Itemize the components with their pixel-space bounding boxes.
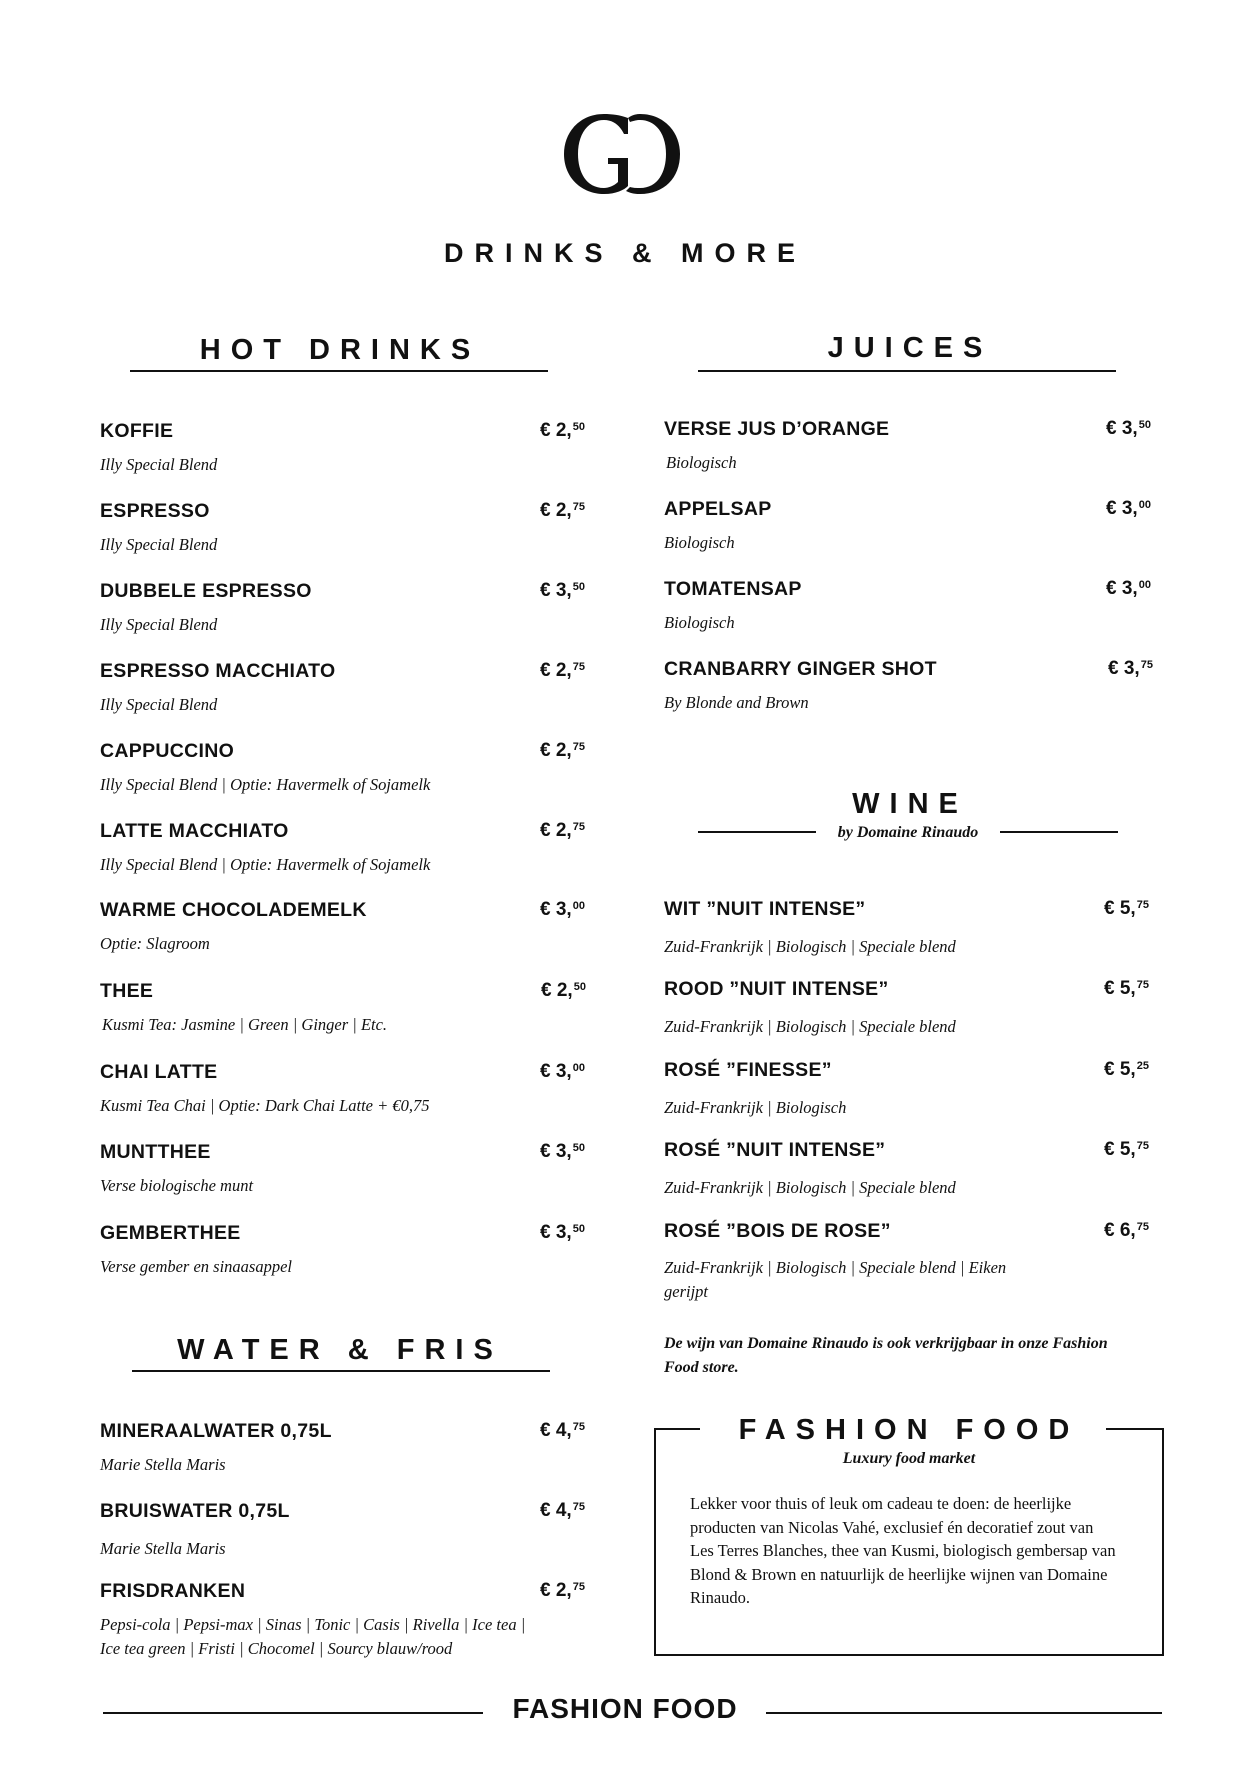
wine-note: De wijn van Domaine Rinaudo is ook verkrijgbaar in onze Fashion Food store. (664, 1335, 1108, 1376)
item-description: Illy Special Blend (100, 455, 218, 474)
item-name: GEMBERTHEE (100, 1222, 241, 1244)
item-description: Marie Stella Maris (100, 1455, 226, 1474)
page-title: DRINKS & MORE (443, 238, 806, 268)
item-name: THEE (100, 980, 154, 1002)
fashion-food-description: Lekker voor thuis of leuk om cadeau te doen: de heerlijke producten van Nicolas Vahé, exclusief én decoratief zout van Les Terres Blanches, thee van Kusmi, biologisch gembersap van Blond & Brown en natuurlijk de heerlijke wijnen van Domaine Rinaudo. (690, 1494, 1116, 1607)
item-price: € 3,00 (1106, 498, 1151, 519)
item-name: FRISDRANKEN (100, 1580, 246, 1602)
item-name: VERSE JUS D’ORANGE (664, 418, 890, 440)
item-description: Illy Special Blend (100, 615, 218, 634)
item-name: ROSÉ ”FINESSE” (664, 1059, 832, 1081)
item-name: ROSÉ ”NUIT INTENSE” (664, 1139, 886, 1161)
item-description: Marie Stella Maris (100, 1539, 226, 1558)
item-description: Zuid-Frankrijk | Biologisch | Speciale blend (664, 1178, 956, 1197)
item-description: Illy Special Blend (100, 695, 218, 714)
item-name: WIT ”NUIT INTENSE” (664, 898, 866, 920)
fashion-food-title: FASHION FOOD (738, 1414, 1080, 1446)
item-price: € 5,75 (1104, 1139, 1149, 1160)
item-name: CAPPUCCINO (100, 740, 235, 762)
item-description: Biologisch (666, 453, 737, 472)
item-description: Pepsi-cola | Pepsi-max | Sinas | Tonic | Casis | Rivella | Ice tea | Ice tea green | Fristi | Chocomel | Sourcy blauw/rood (100, 1615, 526, 1658)
item-price: € 3,50 (540, 580, 585, 601)
item-name: ROSÉ ”BOIS DE ROSE” (664, 1220, 891, 1242)
item-description: Biologisch (664, 613, 735, 632)
item-description: Zuid-Frankrijk | Biologisch | Speciale blend (664, 937, 956, 956)
item-description: Illy Special Blend | Optie: Havermelk of Sojamelk (100, 855, 431, 874)
item-price: € 2,75 (540, 1580, 585, 1601)
item-description: Verse biologische munt (100, 1176, 254, 1195)
item-name: CRANBARRY GINGER SHOT (664, 658, 937, 680)
item-description: Zuid-Frankrijk | Biologisch | Speciale blend | Eiken gerijpt (664, 1258, 1007, 1301)
item-price: € 3,50 (1106, 418, 1151, 439)
item-price: € 2,50 (540, 420, 585, 441)
item-price: € 6,75 (1104, 1220, 1149, 1241)
water-fris-title: WATER & FRIS (177, 1334, 503, 1366)
item-name: BRUISWATER 0,75L (100, 1500, 290, 1522)
item-name: ESPRESSO (100, 500, 210, 522)
item-description: Zuid-Frankrijk | Biologisch (664, 1098, 847, 1117)
juices-title: JUICES (827, 332, 993, 364)
item-price: € 4,75 (540, 1500, 585, 1521)
item-name: DUBBELE ESPRESSO (100, 580, 312, 602)
item-price: € 3,00 (540, 899, 585, 920)
item-description: By Blonde and Brown (664, 693, 809, 712)
item-price: € 2,75 (540, 820, 585, 841)
item-name: APPELSAP (664, 498, 772, 520)
item-name: CHAI LATTE (100, 1061, 218, 1083)
item-description: Zuid-Frankrijk | Biologisch | Speciale blend (664, 1017, 956, 1036)
item-description: Illy Special Blend | Optie: Havermelk of Sojamelk (100, 775, 431, 794)
item-description: Kusmi Tea Chai | Optie: Dark Chai Latte + €0,75 (100, 1096, 430, 1115)
item-name: MUNTTHEE (100, 1141, 211, 1163)
item-name: KOFFIE (100, 420, 174, 442)
footer-title: FASHION FOOD (512, 1693, 738, 1724)
item-name: MINERAALWATER 0,75L (100, 1420, 332, 1442)
item-name: WARME CHOCOLADEMELK (100, 899, 367, 921)
item-description: Verse gember en sinaasappel (100, 1257, 293, 1276)
item-name: TOMATENSAP (664, 578, 802, 600)
fashion-food-subtitle: Luxury food market (842, 1450, 976, 1467)
item-price: € 5,75 (1104, 978, 1149, 999)
item-price: € 2,75 (540, 660, 585, 681)
wine-subtitle: by Domaine Rinaudo (837, 824, 979, 841)
item-price: € 2,75 (540, 500, 585, 521)
item-price: € 5,25 (1104, 1059, 1149, 1080)
item-description: Illy Special Blend (100, 535, 218, 554)
item-description: Optie: Slagroom (100, 934, 210, 953)
item-price: € 5,75 (1104, 898, 1149, 919)
item-name: ESPRESSO MACCHIATO (100, 660, 336, 682)
item-description: Biologisch (664, 533, 735, 552)
item-price: € 3,00 (1106, 578, 1151, 599)
item-price: € 2,50 (541, 980, 586, 1001)
item-price: € 2,75 (540, 740, 585, 761)
item-price: € 3,00 (540, 1061, 585, 1082)
item-name: ROOD ”NUIT INTENSE” (664, 978, 889, 1000)
wine-title: WINE (852, 788, 968, 820)
item-price: € 3,50 (540, 1141, 585, 1162)
item-price: € 4,75 (540, 1420, 585, 1441)
item-name: LATTE MACCHIATO (100, 820, 289, 842)
item-price: € 3,50 (540, 1222, 585, 1243)
water-fris-underline (132, 1370, 550, 1372)
item-price: € 3,75 (1108, 658, 1153, 679)
item-description: Kusmi Tea: Jasmine | Green | Ginger | Etc. (102, 1015, 388, 1034)
hot-drinks-title: HOT DRINKS (199, 334, 481, 366)
left-column (100, 0, 600, 1770)
